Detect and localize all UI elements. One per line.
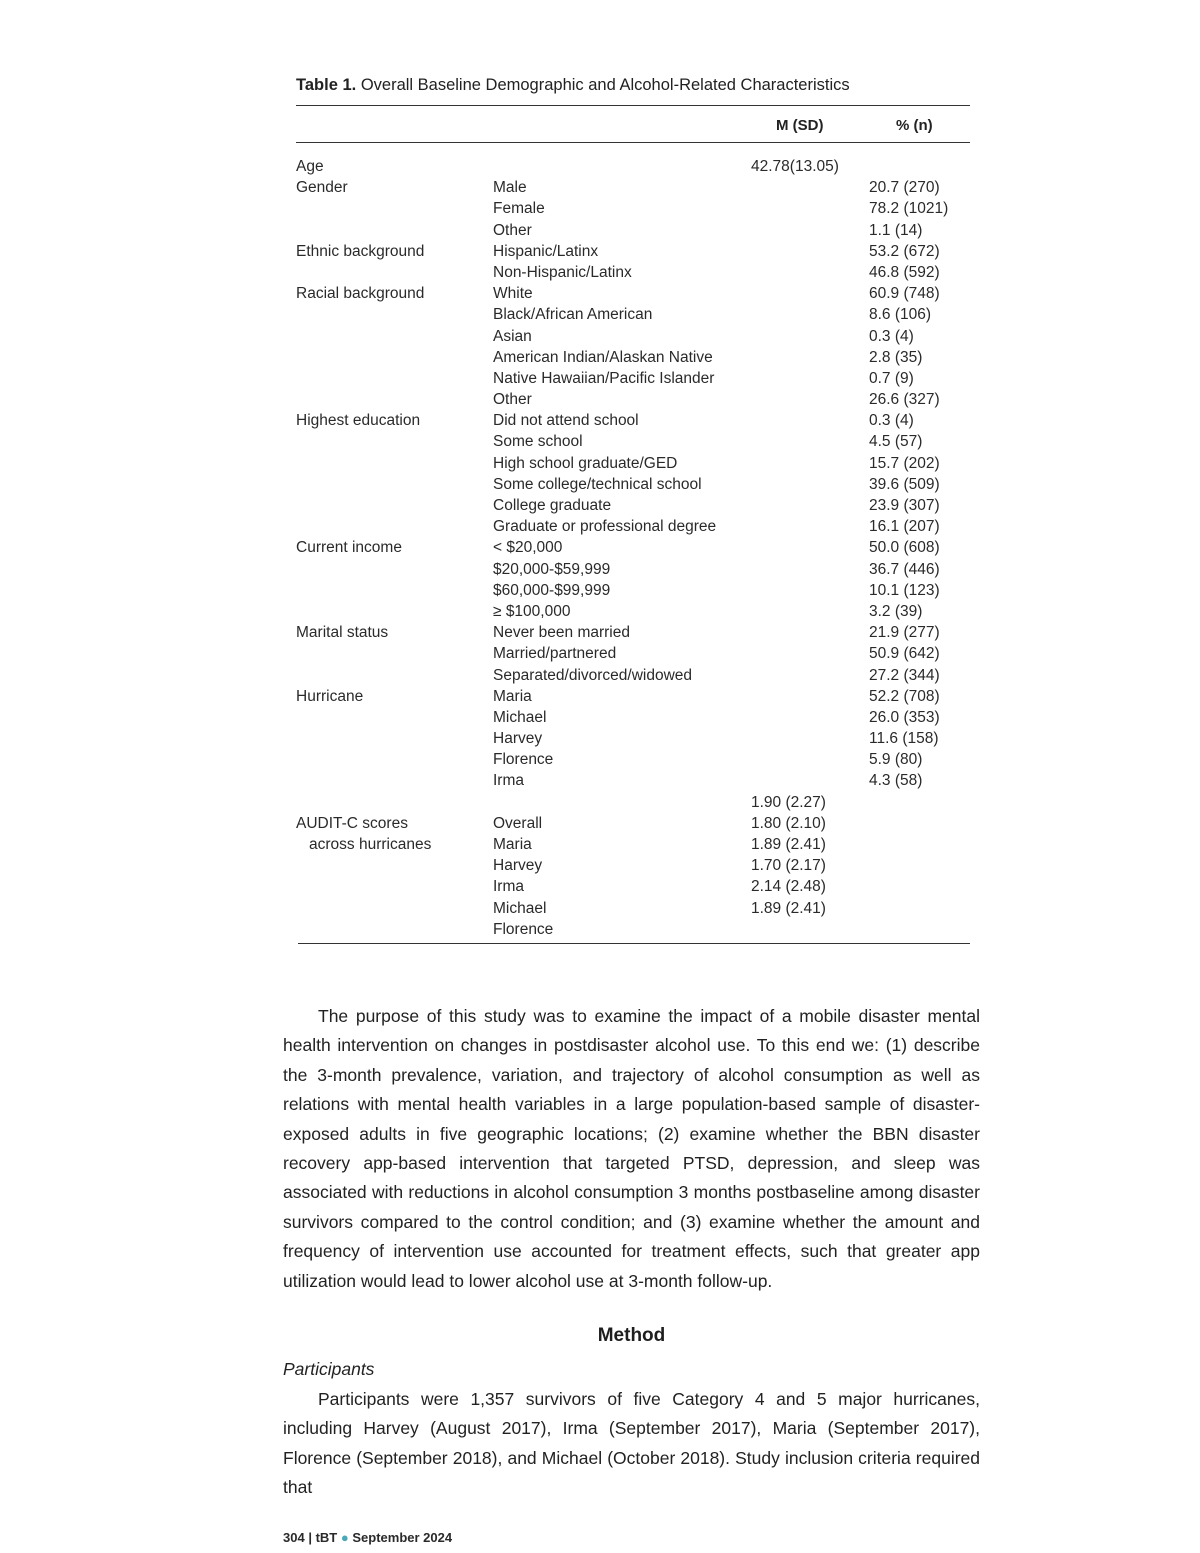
row-category: Black/African American bbox=[493, 306, 653, 324]
row-percent-n: 60.9 (748) bbox=[869, 285, 940, 303]
table-row bbox=[0, 580, 1200, 601]
table-row bbox=[0, 198, 1200, 219]
row-percent-n: 3.2 (39) bbox=[869, 602, 923, 620]
row-percent-n: 20.7 (270) bbox=[869, 179, 940, 197]
table-row bbox=[0, 326, 1200, 347]
row-category: Irma bbox=[493, 772, 524, 790]
table-caption bbox=[296, 76, 850, 95]
row-category: High school graduate/GED bbox=[493, 454, 678, 472]
row-percent-n: 52.2 (708) bbox=[869, 687, 940, 705]
row-category: Irma bbox=[493, 878, 524, 896]
table-bottom-rule bbox=[298, 943, 970, 944]
row-mean-sd: 1.70 (2.17) bbox=[751, 857, 826, 875]
row-percent-n: 16.1 (207) bbox=[869, 518, 940, 536]
body-paragraph-purpose: The purpose of this study was to examine the impact of a mobile disaster mental health intervention on changes in postdisaster alcohol use. To this end we: (1) describe the 3-month prevalence, variation, and trajectory of alcohol consumption as well as relations with mental health variables in a large population-based sample of disaster-exposed adults in five geographic locations; (2) examine whether the BBN disaster recovery app-based intervention that targeted PTSD, depression, and sleep was associated with reductions in alcohol consumption 3 months postbaseline among disaster survivors compared to the control condition; and (3) examine whether the amount and frequency of intervention use accounted for treatment effects, such that greater app utilization would lead to lower alcohol use at 3-month follow-up. bbox=[283, 1006, 980, 1291]
column-header-msd: M (SD) bbox=[776, 117, 824, 134]
row-category: Maria bbox=[493, 836, 532, 853]
table-row bbox=[0, 156, 1200, 177]
table-row bbox=[0, 495, 1200, 516]
issue-date: September 2024 bbox=[352, 1530, 453, 1545]
body-paragraph-participants: Participants were 1,357 survivors of five Category 4 and 5 major hurricanes, including Harvey (August 2017), Irma (September 2017), Maria (September 2017), Florence (September 2018), and Michael (October 2018). Study inclusion criteria required that bbox=[283, 1389, 980, 1498]
row-percent-n: 1.1 (14) bbox=[869, 221, 923, 239]
row-percent-n: 11.6 (158) bbox=[869, 730, 939, 748]
table-row bbox=[0, 453, 1200, 474]
row-mean-sd: 1.90 (2.27) bbox=[751, 793, 826, 811]
row-percent-n: 0.3 (4) bbox=[869, 327, 914, 345]
table-row bbox=[0, 728, 1200, 749]
table-row bbox=[0, 792, 1200, 813]
row-percent-n: 4.3 (58) bbox=[869, 772, 923, 790]
table-row bbox=[0, 410, 1200, 431]
table-header-rule bbox=[296, 142, 970, 143]
section-heading-method: Method bbox=[597, 1325, 666, 1346]
row-variable: Highest education bbox=[296, 412, 421, 430]
footer-separator: | bbox=[308, 1530, 312, 1545]
row-category: Maria bbox=[493, 687, 532, 705]
row-category: Asian bbox=[493, 327, 532, 345]
row-variable: Hurricane bbox=[296, 687, 364, 705]
table-row bbox=[0, 177, 1200, 198]
page-footer bbox=[283, 1530, 452, 1545]
row-percent-n: 26.6 (327) bbox=[869, 391, 940, 409]
row-percent-n: 2.8 (35) bbox=[869, 348, 923, 366]
row-variable: Gender bbox=[296, 179, 348, 197]
row-percent-n: 23.9 (307) bbox=[869, 497, 940, 514]
row-percent-n: 5.9 (80) bbox=[869, 751, 923, 769]
row-category: $20,000-$59,999 bbox=[493, 560, 611, 578]
row-percent-n: 78.2 (1021) bbox=[869, 200, 949, 218]
table-row bbox=[0, 516, 1200, 537]
table-row bbox=[0, 665, 1200, 686]
journal-name: tBT bbox=[315, 1530, 338, 1545]
row-category: Male bbox=[493, 179, 527, 197]
row-percent-n: 15.7 (202) bbox=[869, 454, 940, 472]
row-variable: Marital status bbox=[296, 624, 389, 642]
table-row bbox=[0, 220, 1200, 241]
row-percent-n: 46.8 (592) bbox=[869, 263, 940, 281]
row-mean-sd: 1.89 (2.41) bbox=[751, 836, 826, 853]
row-category: Harvey bbox=[493, 857, 543, 875]
row-category: Harvey bbox=[493, 730, 543, 748]
row-percent-n: 8.6 (106) bbox=[869, 306, 932, 324]
row-percent-n: 26.0 (353) bbox=[869, 708, 940, 726]
table-row bbox=[0, 643, 1200, 664]
table-row bbox=[0, 813, 1200, 834]
table-row bbox=[0, 876, 1200, 897]
row-category: Michael bbox=[493, 899, 547, 917]
row-variable: Current income bbox=[296, 539, 402, 557]
row-category: Married/partnered bbox=[493, 645, 617, 663]
row-mean-sd: 1.89 (2.41) bbox=[751, 899, 826, 917]
row-category: Some school bbox=[493, 433, 583, 451]
table-caption-text: Overall Baseline Demographic and Alcohol-Related Characteristics bbox=[360, 76, 850, 94]
table-row bbox=[0, 241, 1200, 262]
footer-dot-icon: ● bbox=[340, 1530, 349, 1545]
row-percent-n: 21.9 (277) bbox=[869, 624, 940, 642]
row-percent-n: 50.9 (642) bbox=[869, 645, 940, 663]
table-caption-label: Table 1. bbox=[296, 76, 357, 94]
table-row bbox=[0, 474, 1200, 495]
table-row bbox=[0, 262, 1200, 283]
table-row bbox=[0, 304, 1200, 325]
subheading-participants: Participants bbox=[283, 1359, 375, 1379]
table-row bbox=[0, 919, 1200, 940]
table-row bbox=[0, 559, 1200, 580]
table-body bbox=[0, 156, 1200, 940]
row-category: Florence bbox=[493, 751, 554, 769]
table-row bbox=[0, 347, 1200, 368]
row-category: ≥ $100,000 bbox=[493, 602, 571, 620]
table-row bbox=[0, 537, 1200, 558]
column-header-pn: % (n) bbox=[896, 117, 933, 134]
row-category: Native Hawaiian/Pacific Islander bbox=[493, 369, 715, 387]
row-percent-n: 10.1 (123) bbox=[869, 581, 940, 599]
row-mean-sd: 42.78(13.05) bbox=[751, 158, 839, 175]
row-percent-n: 27.2 (344) bbox=[869, 666, 940, 684]
row-mean-sd: 1.80 (2.10) bbox=[751, 814, 826, 832]
row-category: Non-Hispanic/Latinx bbox=[493, 263, 632, 281]
table-row bbox=[0, 749, 1200, 770]
row-category: Florence bbox=[493, 920, 554, 938]
row-percent-n: 50.0 (608) bbox=[869, 539, 940, 557]
row-variable: AUDIT-C scores bbox=[296, 814, 408, 832]
row-category: Other bbox=[493, 221, 532, 239]
row-variable: across hurricanes bbox=[309, 836, 432, 853]
table-row bbox=[0, 898, 1200, 919]
table-row bbox=[0, 431, 1200, 452]
table-top-rule bbox=[296, 105, 970, 106]
table-row bbox=[0, 368, 1200, 389]
row-percent-n: 39.6 (509) bbox=[869, 475, 940, 493]
row-category: $60,000-$99,999 bbox=[493, 581, 611, 599]
table-row bbox=[0, 601, 1200, 622]
table-row bbox=[0, 855, 1200, 876]
row-percent-n: 0.3 (4) bbox=[869, 412, 914, 430]
row-percent-n: 36.7 (446) bbox=[869, 560, 940, 578]
table-row bbox=[0, 707, 1200, 728]
row-percent-n: 0.7 (9) bbox=[869, 369, 914, 387]
row-category: Michael bbox=[493, 708, 547, 726]
row-category: White bbox=[493, 285, 533, 303]
row-category: Hispanic/Latinx bbox=[493, 242, 599, 260]
table-row bbox=[0, 283, 1200, 304]
row-category: Other bbox=[493, 391, 532, 409]
table-row bbox=[0, 770, 1200, 791]
row-percent-n: 53.2 (672) bbox=[869, 242, 940, 260]
row-variable: Age bbox=[296, 158, 324, 175]
table-row bbox=[0, 622, 1200, 643]
row-category: College graduate bbox=[493, 497, 612, 514]
row-category: Overall bbox=[493, 814, 543, 832]
row-category: Graduate or professional degree bbox=[493, 518, 717, 536]
row-variable: Racial background bbox=[296, 285, 425, 303]
table-row bbox=[0, 686, 1200, 707]
table-row bbox=[0, 834, 1200, 855]
row-category: Separated/divorced/widowed bbox=[493, 666, 693, 684]
row-percent-n: 4.5 (57) bbox=[869, 433, 923, 451]
row-category: Never been married bbox=[493, 624, 630, 642]
row-category: American Indian/Alaskan Native bbox=[493, 348, 713, 366]
row-category: Did not attend school bbox=[493, 412, 639, 430]
row-variable: Ethnic background bbox=[296, 242, 425, 260]
row-category: < $20,000 bbox=[493, 539, 563, 557]
row-category: Some college/technical school bbox=[493, 475, 702, 493]
table-row bbox=[0, 389, 1200, 410]
row-category: Female bbox=[493, 200, 545, 218]
page-number: 304 bbox=[283, 1530, 305, 1545]
row-mean-sd: 2.14 (2.48) bbox=[751, 878, 826, 896]
